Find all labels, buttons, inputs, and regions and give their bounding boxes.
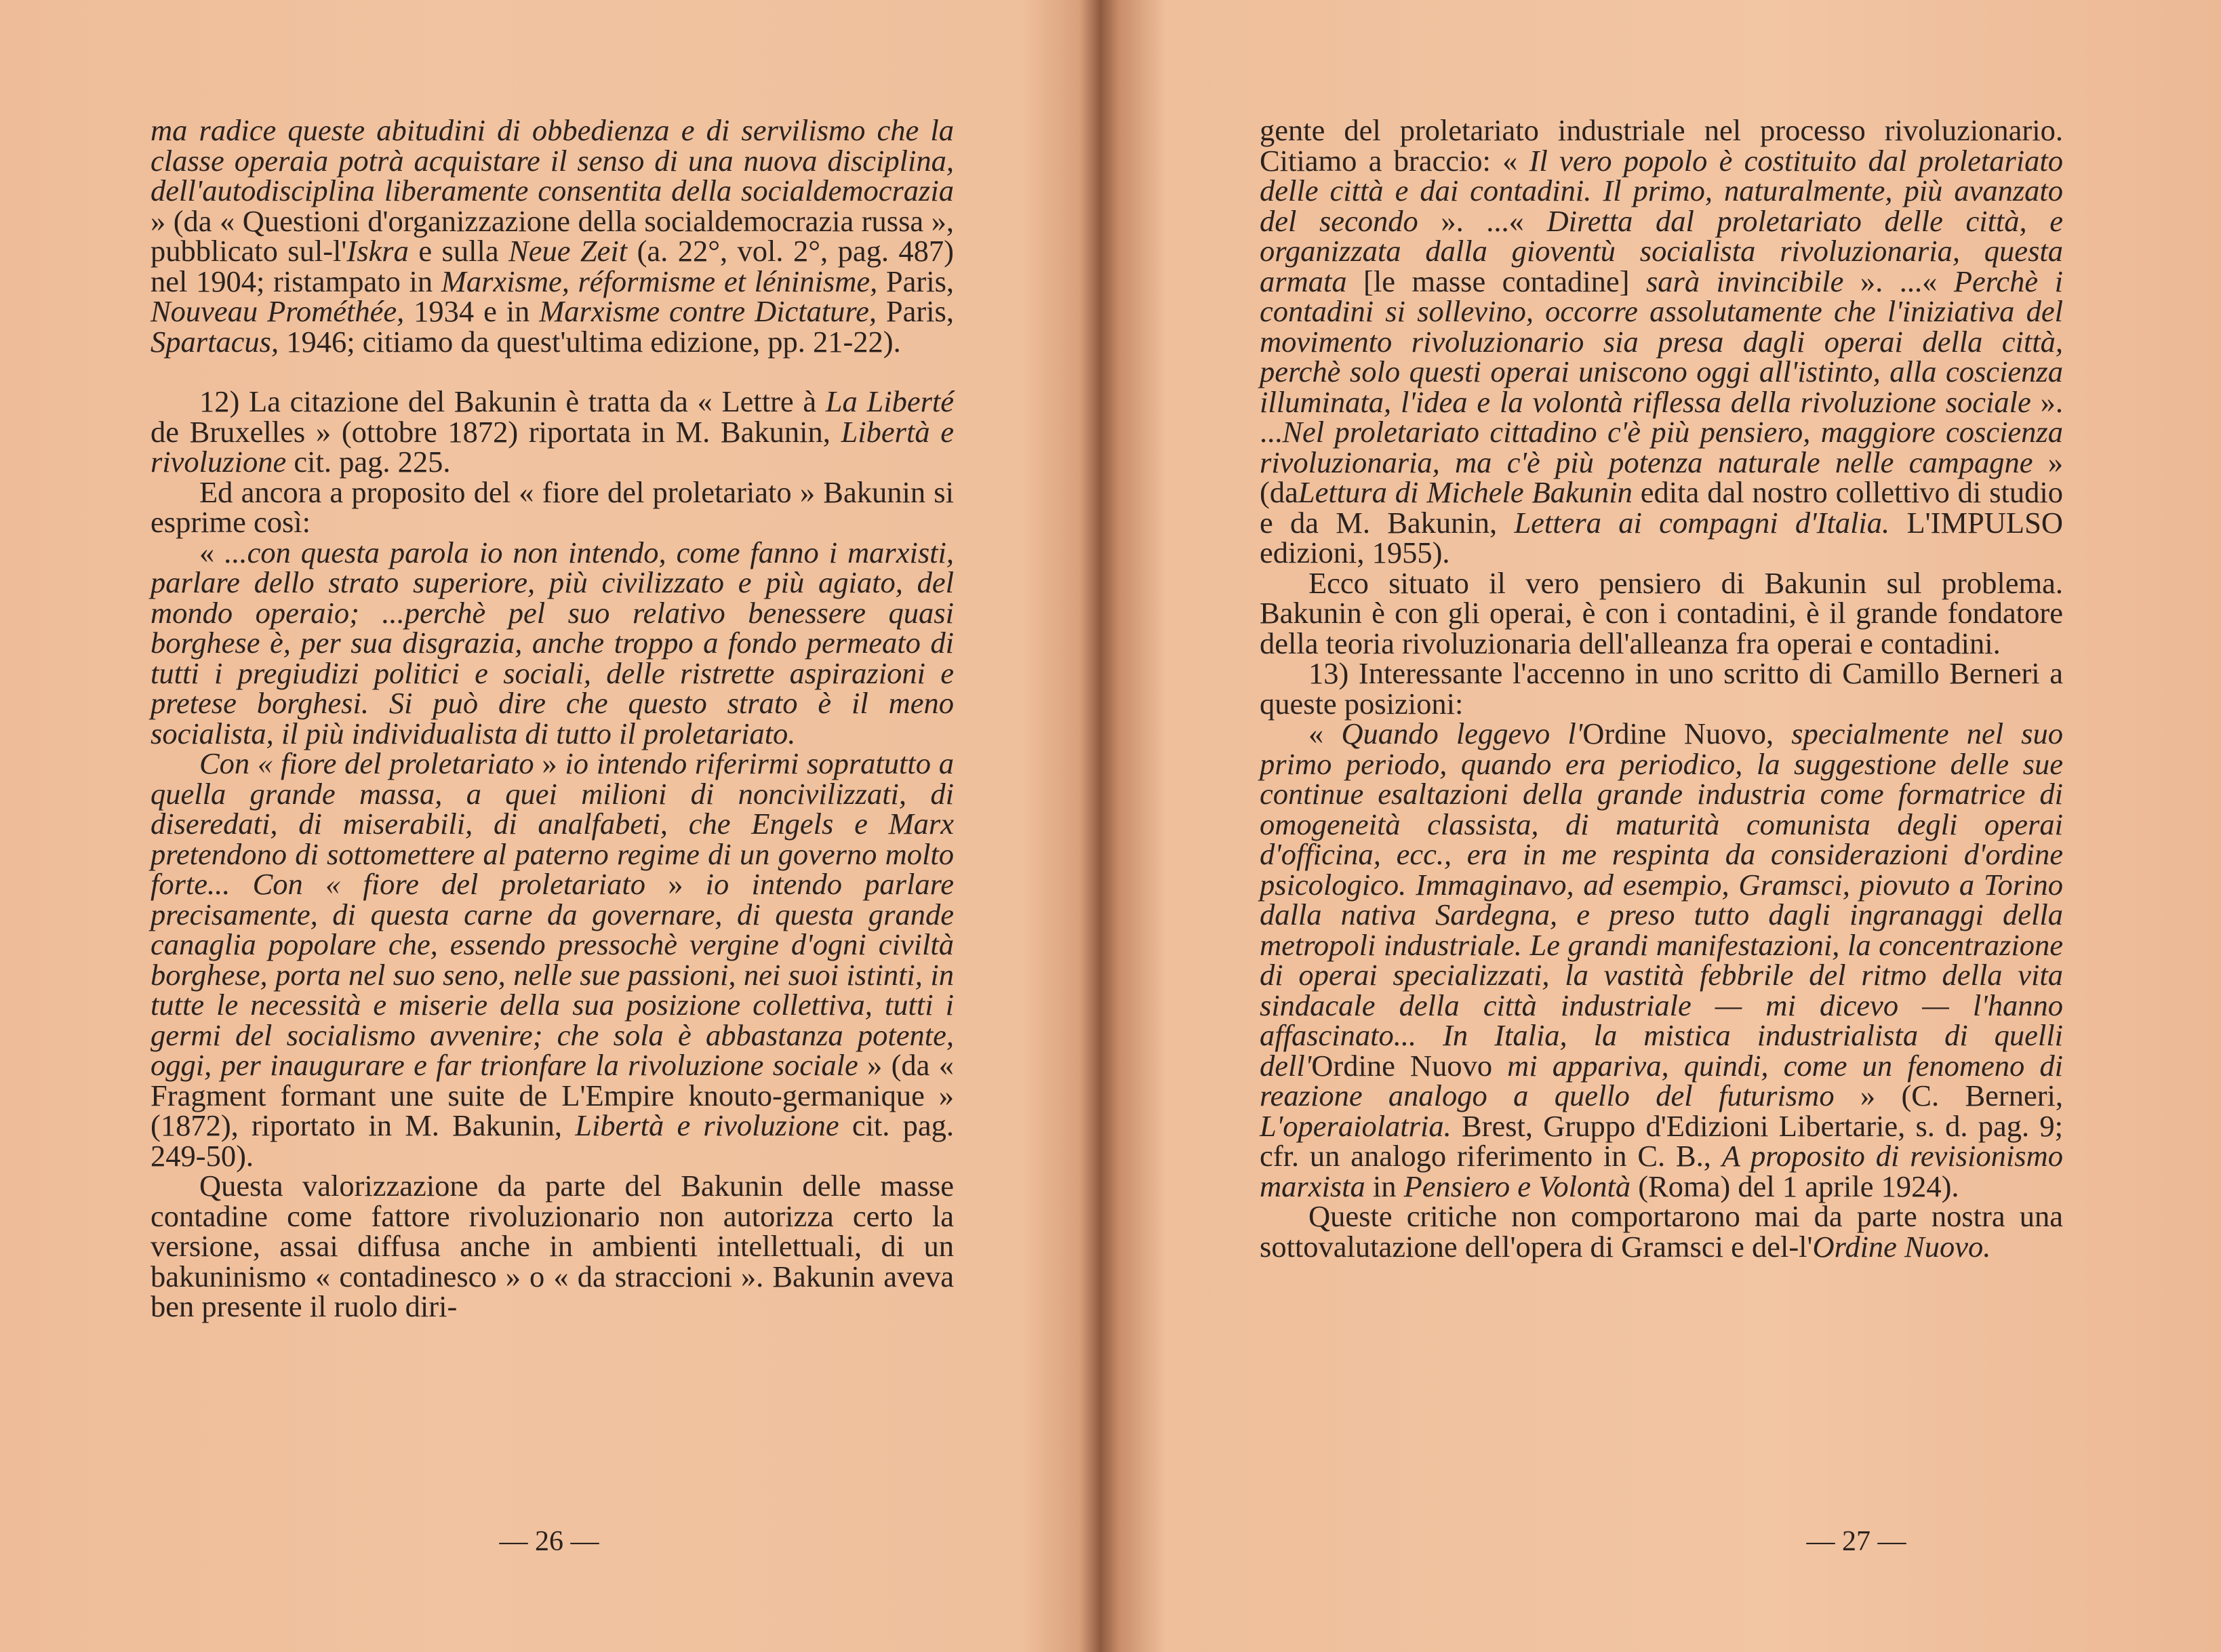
- text-run: Perchè i contadini si sollevino, occorre assolutamente che l'iniziativa del movimento rivoluzionario sia presa dagli operai della città, perchè solo questi operai uniscono oggi all'istinto, alla coscienza illuminata, l'idea e la volontà riflessa della rivoluzione sociale: [1260, 264, 2064, 419]
- text-run: » (da « Questioni d'organizzazione della socialdemocrazia russa », pubblicato sul-l': [151, 203, 954, 268]
- text-run: «: [1308, 717, 1342, 750]
- text-run: fiore del proletariato: [280, 746, 534, 780]
- paragraph: [151, 477, 954, 538]
- text-run: Ordine Nuovo: [1311, 1048, 1493, 1083]
- text-run: Queste critiche non comportarono mai da parte nostra una sottovalutazione dell'opera di Gramsci e del-l': [1260, 1199, 2063, 1264]
- text-run: io intendo riferirmi sopratutto a quella grande massa, a quei milioni di noncivilizzati, di diseredati, di miserabili, di analfabeti, che Engels e Marx pretendono di sottomettere al paterno regime di un governo molto forte... Con « fiore del proletariato: [151, 746, 954, 901]
- text-run: Marxisme contre Dictature,: [539, 294, 877, 328]
- text-run: 1946; citiamo da quest'ultima edizione, pp. 21-22).: [279, 324, 901, 359]
- text-run: ». ...«: [1418, 203, 1547, 238]
- right-page-text: [1260, 115, 2063, 1262]
- text-run: » (da « Fragment formant une suite de L'Empire knouto-germanique » (1872), riportato in M. Bakunin,: [151, 1048, 954, 1142]
- text-run: in: [1365, 1169, 1404, 1203]
- text-run: Paris,: [876, 294, 954, 328]
- text-run: Nel proletariato cittadino c'è più pensiero, maggiore coscienza rivoluzionaria, ma c'è più potenza naturale nelle campagne: [1260, 415, 2063, 479]
- page-number: — 26 —: [499, 1526, 599, 1557]
- text-run: A proposito di revisionismo marxista: [1260, 1139, 2063, 1203]
- right-page: [1110, 0, 2221, 1652]
- text-run: » (da: [1260, 445, 2063, 509]
- text-run: Ordine Nuovo.: [1812, 1229, 1991, 1264]
- left-page-text: [151, 115, 954, 1322]
- text-run: Quando leggevo l': [1341, 717, 1583, 750]
- text-run: ». ...«: [1843, 264, 1954, 298]
- text-run: L'IMPULSO edizioni, 1955).: [1260, 505, 2063, 569]
- left-page: [0, 0, 1110, 1652]
- paragraph: [1260, 115, 2063, 568]
- text-run: Il vero popolo è costituito dal proletariato delle città e dai contadini. Il primo, naturalmente, più avanzato del secondo: [1260, 143, 2064, 238]
- text-run: ...con questa parola io non intendo, come fanno i marxisti, parlare dello strato superiore, più civilizzato e più agiato, del mondo operaio; ...perchè pel suo relativo benessere quasi borghese è, per sua disgrazia, anche troppo a fondo permeato di tutti i pregiudizi politici e sociali, delle ristrette aspirazioni e pretese borghesi. Si può dire che questo strato è il meno socialista, il più individualista di tutto il proletariato.: [151, 535, 954, 750]
- paragraph: [151, 535, 954, 750]
- text-run: »: [645, 867, 706, 901]
- text-run: e sulla: [408, 234, 509, 268]
- text-run: 1934 e in: [404, 294, 540, 328]
- text-run: io intendo parlare precisamente, di questa carne da governare, di questa grande canaglia popolare che, essendo pressochè vergine d'ogni civiltà borghese, porta nel suo seno, nelle sue passioni, nei suoi istinti, in tutte le necessità e miserie della sua posizione collettiva, tutti i germi del socialismo avvenire; che sola è abbastanza potente, oggi, per inaugurare e far trionfare la rivoluzione sociale: [151, 867, 954, 1082]
- text-run: L'operaiolatria.: [1260, 1108, 1452, 1143]
- text-run: mi appariva, quindi, come un fenomeno di reazione analogo a quello del futurismo: [1260, 1048, 2063, 1112]
- paragraph: [151, 115, 954, 357]
- text-run: «: [199, 535, 225, 569]
- paragraph: [151, 386, 954, 477]
- text-run: Iskra: [346, 234, 409, 268]
- text-run: ma radice queste abitudini di obbedienza e di servilismo che la classe operaia potrà acquistare il senso di una nuova disciplina, dell'autodisciplina liberamente consentita della socialdemocrazia: [151, 113, 954, 207]
- text-run: cit. pag. 225.: [286, 445, 451, 479]
- text-run: [le masse contadine]: [1346, 264, 1646, 298]
- text-run: specialmente nel suo primo periodo, quando era periodico, la suggestione delle sue continue esaltazioni della grande industria come formatrice di omogeneità classista, di maturità comunista degli operai d'officina, ecc., era in me respinta da considerazioni d'ordine psicologico. Immaginavo, ad esempio, Gramsci, piovuto a Torino dalla nativa Sardegna, e preso tutto dagli ingranaggi della metropoli industriale. Le grandi manifestazioni, la concentrazione di operai specializzati, la vastità febbrile del ritmo della vita sindacale della città industriale — mi dicevo — l'hanno affascinato... In Italia, la mistica industrialista di quelli dell': [1260, 717, 2064, 1083]
- paragraph: [151, 748, 954, 1171]
- text-run: Libertà e rivoluzione: [575, 1108, 839, 1142]
- text-run: 13) Interessante l'accenno in uno scritto di Camillo Berneri a queste posizioni:: [1260, 656, 2063, 721]
- paragraph: [151, 1171, 954, 1322]
- text-run: Libertà e rivoluzione: [151, 414, 955, 479]
- text-run: Spartacus,: [151, 324, 279, 359]
- text-run: edita dal nostro collettivo di studio e da M. Bakunin,: [1260, 475, 2063, 540]
- text-run: »: [534, 746, 565, 780]
- text-run: Ed ancora a proposito del « fiore del proletariato » Bakunin si esprime così:: [151, 475, 954, 539]
- text-run: Questa valorizzazione da parte del Bakunin delle masse contadine come fattore rivoluzionario non autorizza certo la versione, assai diffusa anche in ambienti intellettuali, di un bakuninismo « contadinesco » o « da straccioni ». Bakunin aveva ben presente il ruolo diri-: [151, 1169, 954, 1323]
- paragraph: [1260, 565, 2063, 660]
- text-run: Ecco situato il vero pensiero di Bakunin sul problema. Bakunin è con gli operai, è con i contadini, è il grande fondatore della teoria rivoluzionaria dell'alleanza fra operai e contadini.: [1260, 565, 2063, 660]
- text-run: Con «: [199, 746, 281, 780]
- paragraph: [1260, 719, 2063, 1201]
- text-run: ». ...: [1260, 384, 2064, 449]
- text-run: sarà invincibile: [1645, 264, 1844, 298]
- text-run: (a. 22°, vol. 2°, pag. 487) nel 1904; ristampato in: [151, 234, 954, 298]
- text-run: Lettera ai compagni d'Italia.: [1514, 505, 1890, 540]
- text-run: Pensiero e Volontà: [1403, 1169, 1631, 1203]
- text-run: Ordine Nuovo,: [1582, 717, 1774, 750]
- text-run: Lettura di Michele Bakunin: [1298, 475, 1633, 509]
- text-run: gente del proletariato industriale nel processo rivoluzionario. Citiamo a braccio: «: [1260, 113, 2063, 178]
- text-run: Paris,: [877, 264, 955, 298]
- text-run: (Roma) del 1 aprile 1924).: [1630, 1169, 1959, 1203]
- text-run: Neue Zeit: [508, 234, 628, 268]
- text-run: de Bruxelles » (ottobre 1872) riportata in M. Bakunin,: [151, 414, 841, 449]
- text-run: cit. pag. 249-50).: [151, 1108, 954, 1173]
- text-run: Nouveau Prométhée,: [151, 294, 405, 328]
- page-number: — 27 —: [1806, 1526, 1906, 1557]
- text-run: Brest, Gruppo d'Edizioni Libertarie, s. d. pag. 9; cfr. un analogo riferimento in C. B.,: [1260, 1108, 2063, 1173]
- text-run: 12) La citazione del Bakunin è tratta da « Lettre à: [199, 384, 826, 418]
- text-run: La Liberté: [825, 384, 954, 418]
- paragraph: [1260, 658, 2063, 719]
- text-run: Marxisme, réformisme et léninisme,: [441, 264, 878, 298]
- text-run: » (C. Berneri,: [1834, 1079, 2064, 1112]
- paragraph: [1260, 1201, 2063, 1262]
- text-run: Diretta dal proletariato delle città, e organizzata dalla gioventù socialista rivoluzionaria, questa armata: [1260, 203, 2063, 298]
